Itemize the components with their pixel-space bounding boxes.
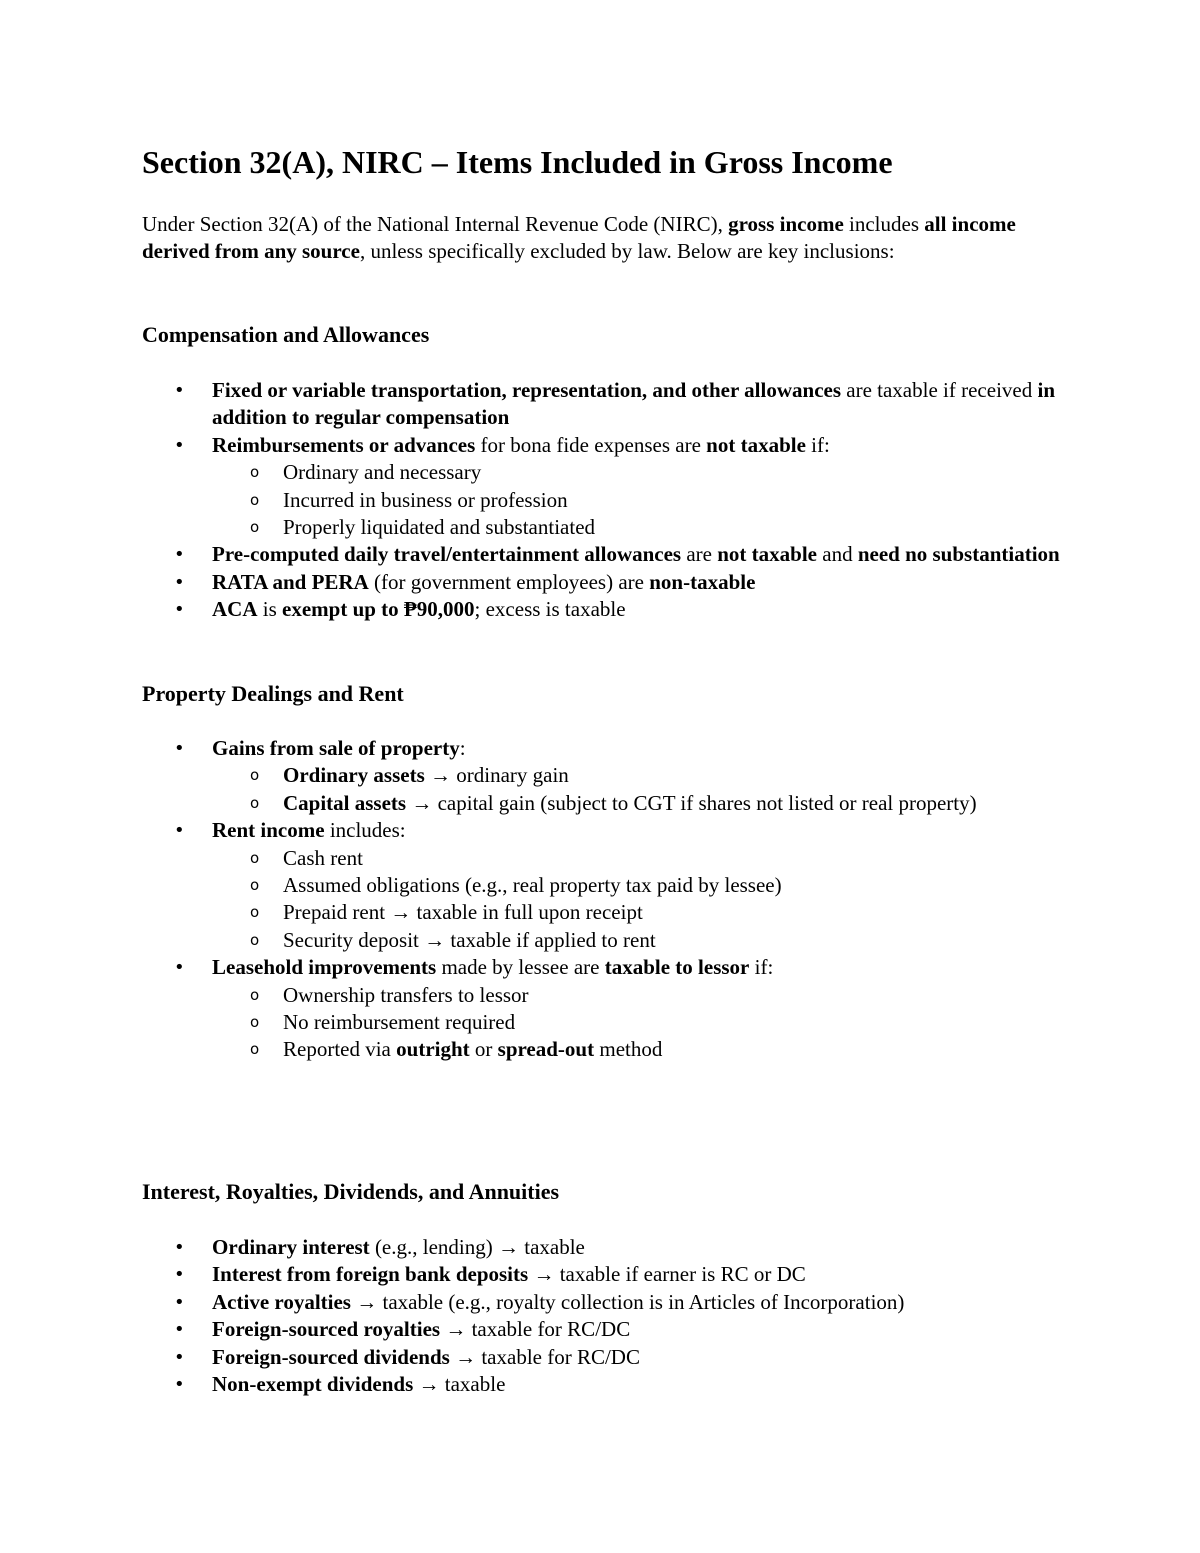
item-text: includes: — [324, 818, 406, 843]
list-item — [0, 1289, 1062, 1316]
item-text: → taxable (e.g., royalty collection is in Articles of Incorporation) — [350, 1289, 905, 1314]
item-bold: Capital assets — [283, 790, 407, 815]
item-text: (for government employees) are — [368, 569, 650, 594]
sub-list-item: o Cash rent — [0, 845, 1063, 872]
intro-paragraph — [142, 211, 1062, 265]
item-text: and — [817, 542, 858, 567]
sub-list-item: o Ownership transfers to lessor — [0, 982, 1063, 1009]
list-item — [0, 817, 1062, 954]
item-bold: exempt up to ₱90,000 — [282, 597, 475, 622]
list-item — [0, 954, 1062, 1064]
item-bold: not taxable — [706, 432, 806, 457]
item-bold: need no substantiation — [857, 542, 1060, 567]
item-text: if: — [805, 432, 830, 457]
item-bold: Pre-computed daily travel/entertainment allowances — [212, 542, 682, 567]
item-text: are taxable if received — [841, 378, 1038, 402]
item-bold: taxable to lessor — [604, 955, 750, 980]
sub-list-item: o Ordinary and necessary — [0, 459, 1063, 486]
list-item — [0, 1261, 1062, 1288]
item-bold: not taxable — [717, 542, 817, 567]
section-heading-compensation: Compensation and Allowances — [142, 322, 430, 347]
list-item — [0, 569, 1062, 596]
item-text: → taxable for RC/DC — [449, 1344, 640, 1369]
sub-list — [212, 459, 1062, 541]
item-text: → capital gain (subject to CGT if shares not listed or real property) — [406, 790, 977, 815]
list-item — [0, 377, 1062, 432]
item-text: method — [594, 1037, 663, 1062]
sub-list — [212, 845, 1062, 955]
item-bold: Foreign-sourced royalties — [212, 1317, 441, 1342]
compensation-list — [0, 377, 1062, 624]
item-bold: Ordinary interest — [212, 1235, 370, 1259]
sub-list-item: o Assumed obligations (e.g., real property tax paid by lessee) — [0, 872, 1063, 899]
item-bold: Fixed or variable transportation, representation, and other allowances — [212, 378, 842, 402]
item-text: : — [459, 736, 466, 760]
item-bold: Rent income — [212, 818, 325, 843]
section-heading-property: Property Dealings and Rent — [142, 681, 404, 706]
item-bold: Active royalties — [212, 1289, 351, 1314]
sub-list-item: o Prepaid rent → taxable in full upon receipt — [0, 899, 1063, 926]
item-bold: RATA and PERA — [212, 569, 369, 594]
item-bold: Foreign-sourced dividends — [212, 1344, 450, 1369]
list-item — [0, 596, 1062, 623]
item-bold: outright — [396, 1037, 470, 1062]
sub-list — [212, 762, 1062, 817]
intro-bold: gross income — [728, 212, 844, 236]
sub-list-item: o Incurred in business or profession — [0, 487, 1063, 514]
item-bold: Interest from foreign bank deposits — [212, 1262, 529, 1287]
item-text: is — [257, 597, 283, 622]
item-text: → ordinary gain — [424, 763, 569, 788]
item-bold: in addition to regular compensation — [212, 378, 1055, 430]
sub-list-item — [0, 790, 1063, 817]
item-text: or — [469, 1037, 498, 1062]
item-text: for bona fide expenses are — [475, 432, 707, 457]
sub-list-item: o No reimbursement required — [0, 1009, 1063, 1036]
item-text: → taxable if earner is RC or DC — [528, 1262, 806, 1287]
intro-text: , unless specifically excluded by law. Below are key inclusions: — [359, 239, 895, 263]
intro-text: includes — [843, 212, 925, 236]
item-bold: Ordinary assets — [283, 763, 425, 788]
sub-list-item: o Properly liquidated and substantiated — [0, 514, 1063, 541]
item-text: if: — [749, 955, 774, 980]
interest-list — [0, 1234, 1062, 1398]
property-list — [0, 735, 1062, 1064]
sub-list-item — [0, 1036, 1063, 1063]
list-item — [0, 735, 1062, 817]
item-bold: ACA — [212, 597, 258, 622]
item-text: → taxable — [413, 1372, 506, 1397]
list-item — [0, 541, 1062, 568]
list-item — [0, 1234, 1062, 1261]
item-text: → taxable for RC/DC — [440, 1317, 631, 1342]
intro-text: Under Section 32(A) of the National Internal Revenue Code (NIRC), — [142, 212, 729, 236]
intro-bold: all income derived from any source — [142, 212, 1016, 263]
item-text: are — [681, 542, 718, 567]
item-bold: Leasehold improvements — [212, 955, 437, 980]
section-heading-interest: Interest, Royalties, Dividends, and Annuities — [142, 1179, 560, 1204]
list-item — [0, 1316, 1062, 1343]
item-text: Reported via — [283, 1037, 397, 1062]
item-bold: Gains from sale of property — [212, 736, 460, 760]
list-item — [0, 1371, 1062, 1398]
list-item — [0, 1344, 1062, 1371]
item-text: made by lessee are — [436, 955, 605, 980]
item-bold: Reimbursements or advances — [212, 432, 476, 457]
item-bold: Non-exempt dividends — [212, 1372, 414, 1397]
item-text: ; excess is taxable — [474, 597, 626, 622]
item-bold: spread-out — [497, 1037, 595, 1062]
list-item — [0, 432, 1062, 542]
sub-list-item: o Security deposit → taxable if applied to rent — [0, 927, 1063, 954]
sub-list-item — [0, 762, 1063, 789]
page-title: Section 32(A), NIRC – Items Included in Gross Income — [142, 144, 893, 180]
item-bold: non-taxable — [649, 569, 756, 594]
item-text: (e.g., lending) → taxable — [369, 1235, 585, 1259]
sub-list — [212, 982, 1062, 1064]
